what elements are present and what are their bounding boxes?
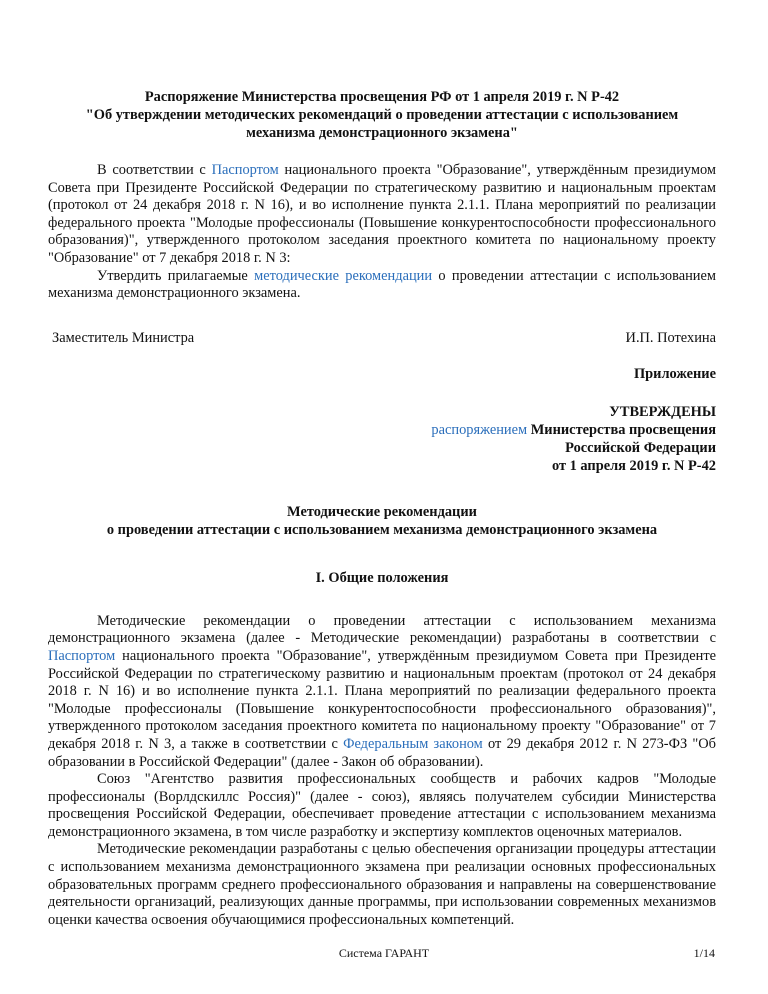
footer-page-number: 1/14	[693, 946, 715, 960]
page-footer	[0, 946, 768, 964]
intro-p1-text-a: В соответствии с	[97, 162, 212, 178]
intro-p2-text-b: о проведении аттестации с использованием механизма демонстрационного экзамена.	[48, 267, 716, 302]
signature-name: И.П. Потехина	[625, 329, 716, 346]
header-line-2: "Об утверждении методических рекомендаций о проведении аттестации с использованием	[85, 107, 679, 123]
document-header	[48, 88, 716, 142]
body-paragraph-1	[48, 613, 716, 771]
intro-paragraph-1	[48, 162, 716, 268]
intro-paragraph-2	[48, 268, 716, 303]
body-p1-text-c: от 29 декабря 2012 г. N 273-ФЗ "Об образовании в Российской Федерации" (далее - Закон об образовании).	[48, 735, 716, 770]
intro-p2-text-a: Утвердить прилагаемые	[97, 267, 255, 284]
approved-line-2: Министерства просвещения	[527, 421, 716, 438]
recommendations-link[interactable]: методические рекомендации	[254, 267, 433, 284]
recommendations-title	[48, 503, 716, 539]
passport-link[interactable]: Паспортом	[211, 162, 279, 178]
order-link[interactable]: распоряжением	[431, 421, 528, 438]
approved-heading: УТВЕРЖДЕНЫ	[609, 403, 716, 420]
approval-block	[48, 403, 716, 475]
recommendations-title-line-2: о проведении аттестации с использованием механизма демонстрационного экзамена	[106, 521, 658, 538]
header-line-3: механизма демонстрационного экзамена"	[246, 125, 518, 141]
passport-link-2[interactable]: Паспортом	[48, 647, 116, 664]
approved-line-4: от 1 апреля 2019 г. N Р-42	[551, 457, 716, 474]
signature-position: Заместитель Министра	[52, 329, 195, 346]
header-line-1: Распоряжение Министерства просвещения РФ от 1 апреля 2019 г. N Р-42	[144, 89, 620, 105]
body-p1-text-b: национального проекта "Образование", утверждённым президиумом Совета при Президенте Российской Федерации по стратегическому развитию и национальным проектам (протокол от 24 декабря 2018 г. N 16) и во исполнение пункта 2.1.1. Плана мероприятий по реализации федерального проекта "Молодые профессионалы (Повышение конкурентоспособности профессионального образования)", утвержденного протоколом заседания проектного комитета по национальному проекту "Образование" от 7 декабря 2018 г. N 3, а также в соответствии с	[48, 647, 716, 752]
body-paragraph-3: Методические рекомендации разработаны с целью обеспечения организации процедуры аттестации с использованием механизма демонстрационного экзамена при реализации основных профессиональных образовательных программ среднего профессионального образования и направлены на совершенствование деятельности организаций, реализующих данные программы, при использовании современных механизмов оценки качества освоения обучающимися профессиональных компетенций.	[48, 841, 716, 928]
footer-system-name: Система ГАРАНТ	[338, 946, 430, 960]
document-page	[48, 88, 716, 929]
appendix-label: Приложение	[633, 365, 716, 382]
recommendations-title-line-1: Методические рекомендации	[287, 503, 477, 520]
section-heading: I. Общие положения	[315, 569, 449, 586]
approved-line-3: Российской Федерации	[565, 439, 716, 456]
signature-row	[48, 329, 716, 347]
federal-law-link[interactable]: Федеральным законом	[343, 735, 483, 752]
intro-p1-text-b: национального проекта "Образование", утверждённым президиумом Совета при Президенте Российской Федерации по стратегическому развитию и национальным проектам (протокол от 24 декабря 2018 г. N 16), и во исполнение пункта 2.1.1. Плана мероприятий по реализации федерального проекта "Молодые профессионалы (Повышение конкурентоспособности профессионального образования)", утвержденного протоколом заседания проектного комитета по национальному проекту "Образование" от 7 декабря 2018 г. N 3:	[48, 162, 716, 266]
body-p1-text-a: Методические рекомендации о проведении аттестации с использованием механизма демонстрационного экзамена (далее - Методические рекомендации) разработаны в соответствии с	[48, 612, 716, 647]
body-paragraph-2: Союз "Агентство развития профессиональных сообществ и рабочих кадров "Молодые профессионалы (Ворлдскиллс Россия)" (далее - союз), являясь получателем субсидии Министерства просвещения Российской Федерации, обеспечивает проведение аттестации с использованием механизма демонстрационного экзамена, в том числе разработку и экспертизу комплектов оценочных материалов.	[48, 771, 716, 840]
